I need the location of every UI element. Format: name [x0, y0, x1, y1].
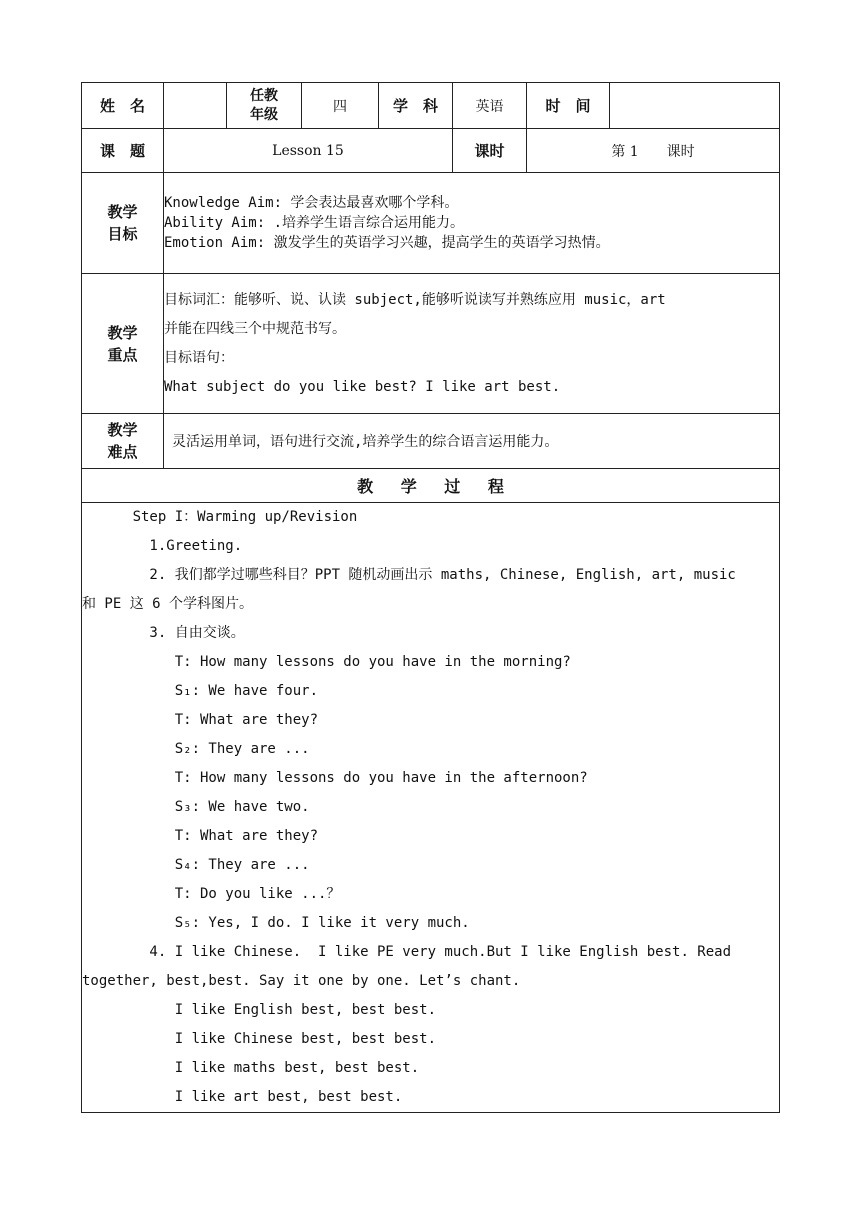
- process-content: [82, 503, 780, 1113]
- key-point-line: 目标词汇：能够听、说、认读 subject,能够听说读写并熟练应用 music，art: [164, 291, 666, 308]
- process-line: S₂: They are ...: [82, 741, 310, 757]
- process-line: T: Do you like ...？: [82, 886, 341, 902]
- process-title-row: [82, 469, 780, 503]
- name-label: 姓 名: [82, 83, 164, 129]
- key-points-label: 教学 重点: [82, 274, 164, 414]
- process-line: 3. 自由交谈。: [82, 625, 245, 641]
- process-row: [82, 503, 780, 1113]
- key-points-content: [164, 274, 780, 414]
- subject-value: 英语: [453, 83, 527, 129]
- topic-label: 课 题: [82, 129, 164, 173]
- process-line: 和 PE 这 6 个学科图片。: [82, 596, 254, 612]
- subject-label: 学 科: [379, 83, 453, 129]
- name-value: [164, 83, 227, 129]
- grade-value: 四: [302, 83, 379, 129]
- topic-row: [82, 129, 780, 173]
- objectives-label: 教学 目标: [82, 173, 164, 274]
- difficulties-row: [82, 414, 780, 469]
- process-line: I like maths best, best best.: [82, 1060, 420, 1076]
- key-point-line: 并能在四线三个中规范书写。: [164, 320, 346, 337]
- objectives-row: [82, 173, 780, 274]
- process-title: 教 学 过 程: [82, 469, 780, 503]
- process-line: 4. I like Chinese. I like PE very much.But I like English best. Read: [82, 944, 732, 960]
- difficulties-content: 灵活运用单词，语句进行交流,培养学生的综合语言运用能力。: [164, 414, 780, 469]
- objective-ability: Ability Aim: .培养学生语言综合运用能力。: [164, 215, 465, 231]
- key-point-line: What subject do you like best? I like art best.: [164, 378, 561, 395]
- process-line: T: How many lessons do you have in the afternoon?: [82, 770, 588, 786]
- difficulties-label: 教学 难点: [82, 414, 164, 469]
- period-label: 课时: [453, 129, 527, 173]
- process-line: 2. 我们都学过哪些科目？PPT 随机动画出示 maths, Chinese, English, art, music: [82, 567, 736, 583]
- objective-knowledge: Knowledge Aim: 学会表达最喜欢哪个学科。: [164, 195, 459, 211]
- time-value: [610, 83, 780, 129]
- process-line: I like art best, best best.: [82, 1089, 403, 1105]
- process-line: S₄: They are ...: [82, 857, 310, 873]
- process-line: S₅: Yes, I do. I like it very much.: [82, 915, 470, 931]
- grade-label: 任教 年级: [227, 83, 302, 129]
- process-line: S₁: We have four.: [82, 683, 319, 699]
- time-label: 时 间: [527, 83, 610, 129]
- process-line: I like English best, best best.: [82, 1002, 437, 1018]
- process-line: 1.Greeting.: [82, 538, 243, 554]
- header-row: [82, 83, 780, 129]
- process-line: Step I：Warming up/Revision: [82, 509, 358, 525]
- topic-value: Lesson 15: [164, 129, 453, 173]
- process-line: together, best,best. Say it one by one. Let’s chant.: [82, 973, 521, 989]
- process-line: S₃: We have two.: [82, 799, 310, 815]
- process-line: T: How many lessons do you have in the morning?: [82, 654, 571, 670]
- objective-emotion: Emotion Aim: 激发学生的英语学习兴趣，提高学生的英语学习热情。: [164, 235, 610, 251]
- process-line: T: What are they?: [82, 828, 319, 844]
- process-line: T: What are they?: [82, 712, 319, 728]
- lesson-plan-table: [81, 82, 780, 1113]
- period-value: 第 1 课时: [527, 129, 780, 173]
- process-line: I like Chinese best, best best.: [82, 1031, 437, 1047]
- key-point-line: 目标语句：: [164, 349, 234, 366]
- key-points-row: [82, 274, 780, 414]
- objectives-content: [164, 173, 780, 274]
